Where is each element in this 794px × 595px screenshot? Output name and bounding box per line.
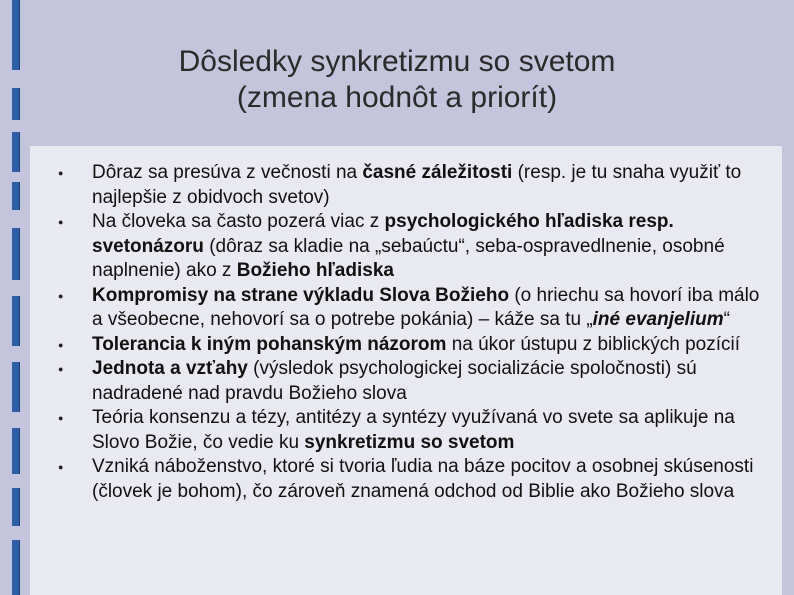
bullet-dot-icon: ● [58,413,64,423]
bullet-dot-icon: ● [58,290,64,301]
bullet-text: Teória konsenzu a tézy, antitézy a syntézy využívaná vo svete sa aplikuje na Slovo Božie, čo vedie ku [92,407,735,453]
bullet-item-7 [30,455,770,504]
edge-bar-7 [12,362,20,412]
bullet-item-1 [30,161,770,210]
bullet-dot-icon: ● [58,217,64,227]
edge-bar-6 [12,296,20,346]
bullet-item-4 [30,333,770,358]
bullet-dot-icon: ● [58,462,64,472]
bullet-list [30,161,770,504]
bullet-text: (resp. je tu snaha využiť to najlepšie z obidvoch svetov) [92,162,742,208]
edge-bar-5 [12,228,20,280]
bullet-emphasis-italic: iné evanjelium [592,309,724,330]
bullet-dot-icon: ● [58,168,64,178]
title-line-1: Dôsledky synkretizmu so svetom [178,45,616,78]
bullet-item-3 [30,284,770,333]
edge-bar-2 [12,88,20,120]
bullet-text: Vzniká náboženstvo, ktoré si tvoria ľudia na báze pocitov a osobnej skúsenosti (človek je bohom), čo zároveň znamená odchod od Biblie ako Božieho slova [92,456,754,502]
bullet-emphasis: psychologického hľadiska resp. svetonázoru [92,211,674,257]
bullet-item-2 [30,210,770,284]
bullet-emphasis: Jednota a vzťahy [92,358,248,379]
edge-bar-3 [12,132,20,172]
bullet-emphasis: Tolerancia k iným pohanským názorom [92,333,447,355]
edge-bar-4 [12,182,20,210]
bullet-emphasis: Kompromisy na strane výkladu Slova Božieho [92,284,510,306]
edge-bar-10 [12,540,20,595]
bullet-text: (dôraz sa kladie na „sebaúctu“, seba-ospravedlnenie, osobné naplnenie) ako z [92,235,725,281]
bullet-emphasis: Božieho hľadiska [236,260,394,281]
bullet-text: Na človeka sa často pozerá viac z [92,211,385,232]
bullet-item-5 [30,357,770,406]
edge-bar-9 [12,488,20,526]
bullet-emphasis: synkretizmu so svetom [304,431,515,453]
bullet-text: (o hriechu sa hovorí iba málo a všeobecne, nehovorí sa o potrebe pokánia) – káže sa tu „ [92,284,760,330]
slide-title [40,44,754,116]
edge-bar-1 [12,0,20,70]
bullet-item-6 [30,406,770,455]
bullet-text: (výsledok psychologickej socializácie spoločnosti) sú nadradené nad pravdu Božieho slova [92,358,697,404]
edge-bar-8 [12,428,20,474]
bullet-emphasis: časné záležitosti [362,162,513,183]
title-line-2: (zmena hodnôt a priorít) [236,81,558,114]
bullet-text: “ [723,309,730,330]
bullet-text: Dôraz sa presúva z večnosti na [92,162,363,183]
left-edge-decoration [0,0,28,595]
bullet-text: na úkor ústupu z biblických pozícií [446,333,741,355]
bullet-dot-icon: ● [58,339,64,350]
bullet-dot-icon: ● [58,364,64,374]
